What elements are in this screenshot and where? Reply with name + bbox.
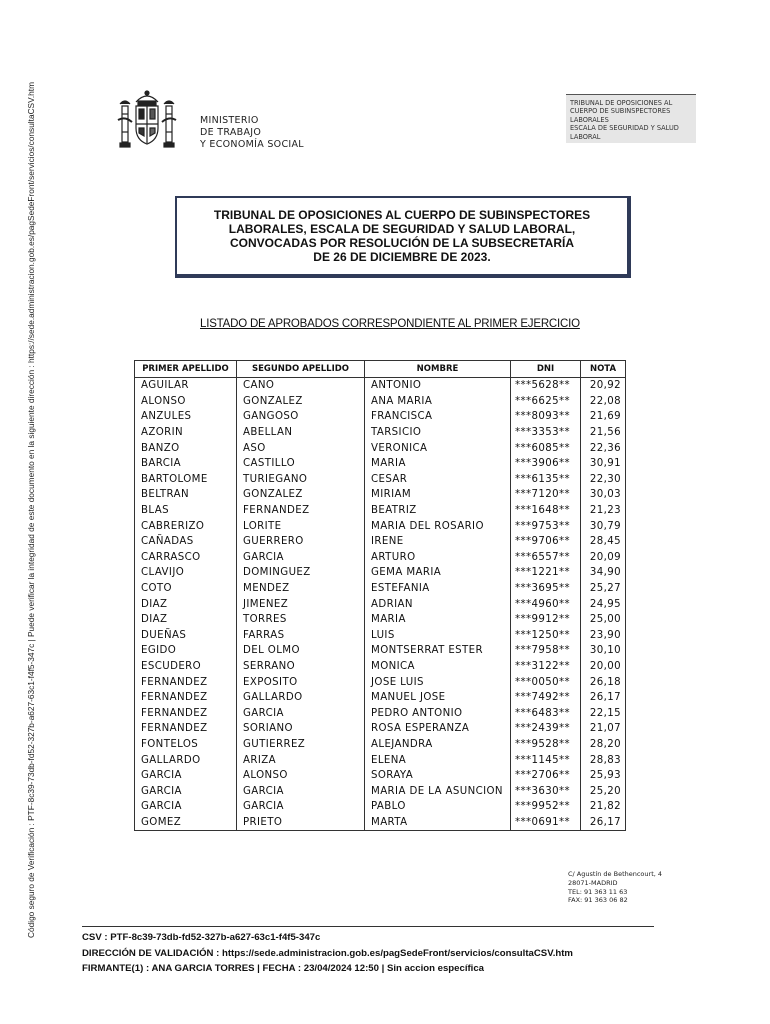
cell-primer-apellido: ALONSO — [135, 394, 237, 410]
table-row — [135, 768, 626, 784]
cell-dni: ***7492** — [511, 690, 581, 706]
title-line: TRIBUNAL DE OPOSICIONES AL CUERPO DE SUBINSPECTORES — [213, 208, 591, 222]
table-row — [135, 659, 626, 675]
cell-dni: ***1145** — [511, 752, 581, 768]
verification-side-text: Código seguro de Verificación : PTF-8c39-73db-fd52-327b-a627-63c1-f4f5-347c | Puede verificar la integridad de este documento en la siguiente dirección : https://sede.administracion.gob.es/pagSedeFront/servicios/consultaCSV.htm — [26, 81, 36, 938]
table-row — [135, 378, 626, 394]
cell-segundo-apellido: EXPOSITO — [237, 674, 365, 690]
cell-nota: 25,93 — [581, 768, 626, 784]
table-row — [135, 425, 626, 441]
address-line: C/ Agustín de Bethencourt, 4 — [568, 870, 663, 878]
csv-code: CSV : PTF-8c39-73db-fd52-327b-a627-63c1-f4f5-347c — [82, 932, 321, 943]
cell-primer-apellido: BARCIA — [135, 456, 237, 472]
cell-dni: ***6625** — [511, 394, 581, 410]
cell-segundo-apellido: GARCIA — [237, 705, 365, 721]
table-header-row — [135, 361, 626, 378]
cell-dni: ***0050** — [511, 674, 581, 690]
cell-nombre: MANUEL JOSE — [365, 690, 511, 706]
cell-primer-apellido: GARCIA — [135, 783, 237, 799]
table-row — [135, 550, 626, 566]
cell-nota: 20,00 — [581, 659, 626, 675]
cell-segundo-apellido: CANO — [237, 378, 365, 394]
cell-nombre: GEMA MARIA — [365, 565, 511, 581]
cell-nombre: MARIA — [365, 456, 511, 472]
header-segundo-apellido: SEGUNDO APELLIDO — [237, 361, 365, 378]
cell-dni: ***1648** — [511, 503, 581, 519]
cell-nombre: SORAYA — [365, 768, 511, 784]
cell-dni: ***9753** — [511, 518, 581, 534]
tribunal-header-box — [566, 94, 696, 143]
ministry-line: DE TRABAJO — [200, 127, 262, 138]
cell-dni: ***9912** — [511, 612, 581, 628]
cell-nota: 21,82 — [581, 799, 626, 815]
cell-primer-apellido: AZORIN — [135, 425, 237, 441]
cell-segundo-apellido: LORITE — [237, 518, 365, 534]
cell-nombre: PEDRO ANTONIO — [365, 705, 511, 721]
table-row — [135, 487, 626, 503]
cell-nombre: IRENE — [365, 534, 511, 550]
table-row — [135, 503, 626, 519]
cell-nota: 26,18 — [581, 674, 626, 690]
cell-dni: ***9952** — [511, 799, 581, 815]
cell-nombre: ANTONIO — [365, 378, 511, 394]
tribunal-line: LABORALES — [570, 115, 609, 124]
cell-nota: 21,56 — [581, 425, 626, 441]
table-row — [135, 690, 626, 706]
cell-segundo-apellido: GUERRERO — [237, 534, 365, 550]
cell-primer-apellido: BLAS — [135, 503, 237, 519]
cell-primer-apellido: CAÑADAS — [135, 534, 237, 550]
cell-primer-apellido: FERNANDEZ — [135, 721, 237, 737]
cell-dni: ***3353** — [511, 425, 581, 441]
cell-primer-apellido: ANZULES — [135, 409, 237, 425]
cell-nombre: MIRIAM — [365, 487, 511, 503]
cell-nota: 28,45 — [581, 534, 626, 550]
address-line: FAX: 91 363 06 82 — [568, 896, 628, 905]
approved-list-table — [134, 360, 626, 831]
cell-dni: ***2439** — [511, 721, 581, 737]
cell-nombre: ARTURO — [365, 550, 511, 566]
cell-segundo-apellido: JIMENEZ — [237, 596, 365, 612]
tribunal-line: LABORAL — [570, 132, 601, 141]
cell-dni: ***9528** — [511, 737, 581, 753]
cell-segundo-apellido: CASTILLO — [237, 456, 365, 472]
cell-primer-apellido: FERNANDEZ — [135, 690, 237, 706]
cell-dni: ***8093** — [511, 409, 581, 425]
cell-segundo-apellido: GALLARDO — [237, 690, 365, 706]
cell-nombre: MARTA — [365, 815, 511, 831]
table-row — [135, 783, 626, 799]
cell-nota: 22,15 — [581, 705, 626, 721]
ministry-line: Y ECONOMÍA SOCIAL — [200, 139, 304, 150]
table-row — [135, 799, 626, 815]
cell-nota: 21,23 — [581, 503, 626, 519]
cell-dni: ***1250** — [511, 628, 581, 644]
cell-segundo-apellido: GARCIA — [237, 783, 365, 799]
tribunal-line: ESCALA DE SEGURIDAD Y SALUD — [570, 124, 679, 133]
table-row — [135, 815, 626, 831]
table-row — [135, 394, 626, 410]
cell-nota: 22,36 — [581, 440, 626, 456]
cell-nombre: ADRIAN — [365, 596, 511, 612]
cell-primer-apellido: CLAVIJO — [135, 565, 237, 581]
cell-nota: 25,27 — [581, 581, 626, 597]
table-row — [135, 721, 626, 737]
tribunal-line: CUERPO DE SUBINSPECTORES — [570, 107, 671, 116]
table-row — [135, 705, 626, 721]
cell-dni: ***3695** — [511, 581, 581, 597]
cell-dni: ***6135** — [511, 472, 581, 488]
cell-segundo-apellido: PRIETO — [237, 815, 365, 831]
cell-primer-apellido: DIAZ — [135, 612, 237, 628]
cell-dni: ***1221** — [511, 565, 581, 581]
table-row — [135, 565, 626, 581]
footer-divider — [82, 926, 654, 927]
cell-dni: ***6085** — [511, 440, 581, 456]
table-row — [135, 612, 626, 628]
cell-primer-apellido: FERNANDEZ — [135, 674, 237, 690]
cell-nombre: BEATRIZ — [365, 503, 511, 519]
cell-nota: 25,00 — [581, 612, 626, 628]
cell-nombre: FRANCISCA — [365, 409, 511, 425]
ministry-name — [200, 115, 304, 151]
cell-nota: 34,90 — [581, 565, 626, 581]
cell-dni: ***2706** — [511, 768, 581, 784]
cell-nombre: VERONICA — [365, 440, 511, 456]
cell-nombre: MARIA DE LA ASUNCION — [365, 783, 511, 799]
cell-primer-apellido: GOMEZ — [135, 815, 237, 831]
signature-footer — [82, 930, 573, 977]
cell-nota: 30,91 — [581, 456, 626, 472]
table-row — [135, 581, 626, 597]
cell-nombre: JOSE LUIS — [365, 674, 511, 690]
table-row — [135, 518, 626, 534]
cell-segundo-apellido: ARIZA — [237, 752, 365, 768]
table-row — [135, 737, 626, 753]
cell-segundo-apellido: DEL OLMO — [237, 643, 365, 659]
cell-segundo-apellido: GONZALEZ — [237, 487, 365, 503]
validation-address: DIRECCIÓN DE VALIDACIÓN : https://sede.administracion.gob.es/pagSedeFront/servicios/consultaCSV.htm — [82, 947, 573, 959]
cell-nota: 22,30 — [581, 472, 626, 488]
tribunal-line: TRIBUNAL DE OPOSICIONES AL — [570, 99, 673, 107]
cell-dni: ***7120** — [511, 487, 581, 503]
coat-of-arms-icon — [116, 88, 178, 154]
cell-primer-apellido: GARCIA — [135, 768, 237, 784]
cell-nombre: LUIS — [365, 628, 511, 644]
title-line: DE 26 DE DICIEMBRE DE 2023. — [313, 250, 491, 264]
cell-nota: 26,17 — [581, 690, 626, 706]
document-title — [214, 208, 590, 264]
cell-nota: 30,79 — [581, 518, 626, 534]
cell-nombre: ELENA — [365, 752, 511, 768]
cell-nota: 28,20 — [581, 737, 626, 753]
table-row — [135, 456, 626, 472]
cell-dni: ***5628** — [511, 378, 581, 394]
cell-segundo-apellido: MENDEZ — [237, 581, 365, 597]
cell-segundo-apellido: GONZALEZ — [237, 394, 365, 410]
cell-dni: ***3122** — [511, 659, 581, 675]
cell-segundo-apellido: SERRANO — [237, 659, 365, 675]
table-row — [135, 534, 626, 550]
table-row — [135, 440, 626, 456]
cell-primer-apellido: BANZO — [135, 440, 237, 456]
table-row — [135, 596, 626, 612]
cell-nombre: TARSICIO — [365, 425, 511, 441]
cell-nota: 30,10 — [581, 643, 626, 659]
list-title: LISTADO DE APROBADOS CORRESPONDIENTE AL PRIMER EJERCICIO — [200, 318, 580, 330]
header-nota: NOTA — [581, 361, 626, 378]
cell-primer-apellido: GARCIA — [135, 799, 237, 815]
cell-nota: 28,83 — [581, 752, 626, 768]
cell-nombre: MARIA DEL ROSARIO — [365, 518, 511, 534]
cell-dni: ***6483** — [511, 705, 581, 721]
cell-nota: 24,95 — [581, 596, 626, 612]
cell-dni: ***0691** — [511, 815, 581, 831]
cell-nombre: ESTEFANIA — [365, 581, 511, 597]
table-row — [135, 628, 626, 644]
cell-segundo-apellido: SORIANO — [237, 721, 365, 737]
cell-primer-apellido: GALLARDO — [135, 752, 237, 768]
cell-primer-apellido: CABRERIZO — [135, 518, 237, 534]
cell-nombre: ROSA ESPERANZA — [365, 721, 511, 737]
cell-segundo-apellido: GARCIA — [237, 799, 365, 815]
cell-segundo-apellido: ABELLAN — [237, 425, 365, 441]
cell-segundo-apellido: DOMINGUEZ — [237, 565, 365, 581]
cell-nota: 30,03 — [581, 487, 626, 503]
cell-primer-apellido: EGIDO — [135, 643, 237, 659]
cell-dni: ***6557** — [511, 550, 581, 566]
address-block — [568, 870, 662, 905]
table-row — [135, 472, 626, 488]
cell-dni: ***3630** — [511, 783, 581, 799]
cell-segundo-apellido: GUTIERREZ — [237, 737, 365, 753]
cell-primer-apellido: FONTELOS — [135, 737, 237, 753]
cell-segundo-apellido: ASO — [237, 440, 365, 456]
cell-nota: 20,09 — [581, 550, 626, 566]
cell-primer-apellido: COTO — [135, 581, 237, 597]
header-primer-apellido: PRIMER APELLIDO — [135, 361, 237, 378]
cell-nombre: ANA MARIA — [365, 394, 511, 410]
cell-segundo-apellido: FARRAS — [237, 628, 365, 644]
cell-segundo-apellido: GARCIA — [237, 550, 365, 566]
cell-primer-apellido: DUEÑAS — [135, 628, 237, 644]
cell-segundo-apellido: GANGOSO — [237, 409, 365, 425]
address-line: TEL: 91 363 11 63 — [568, 887, 628, 896]
cell-nota: 20,92 — [581, 378, 626, 394]
cell-primer-apellido: FERNANDEZ — [135, 705, 237, 721]
table-row — [135, 752, 626, 768]
header-dni: DNI — [511, 361, 581, 378]
cell-dni: ***9706** — [511, 534, 581, 550]
cell-primer-apellido: CARRASCO — [135, 550, 237, 566]
table-row — [135, 409, 626, 425]
cell-primer-apellido: BELTRAN — [135, 487, 237, 503]
cell-primer-apellido: BARTOLOME — [135, 472, 237, 488]
ministry-line: MINISTERIO — [200, 115, 259, 126]
title-line: CONVOCADAS POR RESOLUCIÓN DE LA SUBSECRETARÍA — [229, 236, 575, 250]
cell-nombre: ALEJANDRA — [365, 737, 511, 753]
cell-nombre: CESAR — [365, 472, 511, 488]
cell-primer-apellido: AGUILAR — [135, 378, 237, 394]
cell-nombre: PABLO — [365, 799, 511, 815]
cell-segundo-apellido: FERNANDEZ — [237, 503, 365, 519]
cell-dni: ***4960** — [511, 596, 581, 612]
cell-nombre: MONICA — [365, 659, 511, 675]
cell-nota: 22,08 — [581, 394, 626, 410]
title-line: LABORALES, ESCALA DE SEGURIDAD Y SALUD LABORAL, — [228, 222, 576, 236]
cell-nombre: MONTSERRAT ESTER — [365, 643, 511, 659]
cell-dni: ***3906** — [511, 456, 581, 472]
cell-nota: 23,90 — [581, 628, 626, 644]
cell-dni: ***7958** — [511, 643, 581, 659]
cell-nota: 21,69 — [581, 409, 626, 425]
cell-segundo-apellido: TORRES — [237, 612, 365, 628]
cell-segundo-apellido: TURIEGANO — [237, 472, 365, 488]
cell-nota: 25,20 — [581, 783, 626, 799]
cell-nombre: MARIA — [365, 612, 511, 628]
address-line: 28071-MADRID — [568, 878, 618, 887]
cell-primer-apellido: DIAZ — [135, 596, 237, 612]
table-row — [135, 643, 626, 659]
cell-nota: 26,17 — [581, 815, 626, 831]
cell-primer-apellido: ESCUDERO — [135, 659, 237, 675]
document-title-box — [175, 196, 631, 278]
table-row — [135, 674, 626, 690]
header-nombre: NOMBRE — [365, 361, 511, 378]
cell-nota: 21,07 — [581, 721, 626, 737]
cell-segundo-apellido: ALONSO — [237, 768, 365, 784]
signer-info: FIRMANTE(1) : ANA GARCIA TORRES | FECHA : 23/04/2024 12:50 | Sin accion específica — [82, 963, 485, 974]
